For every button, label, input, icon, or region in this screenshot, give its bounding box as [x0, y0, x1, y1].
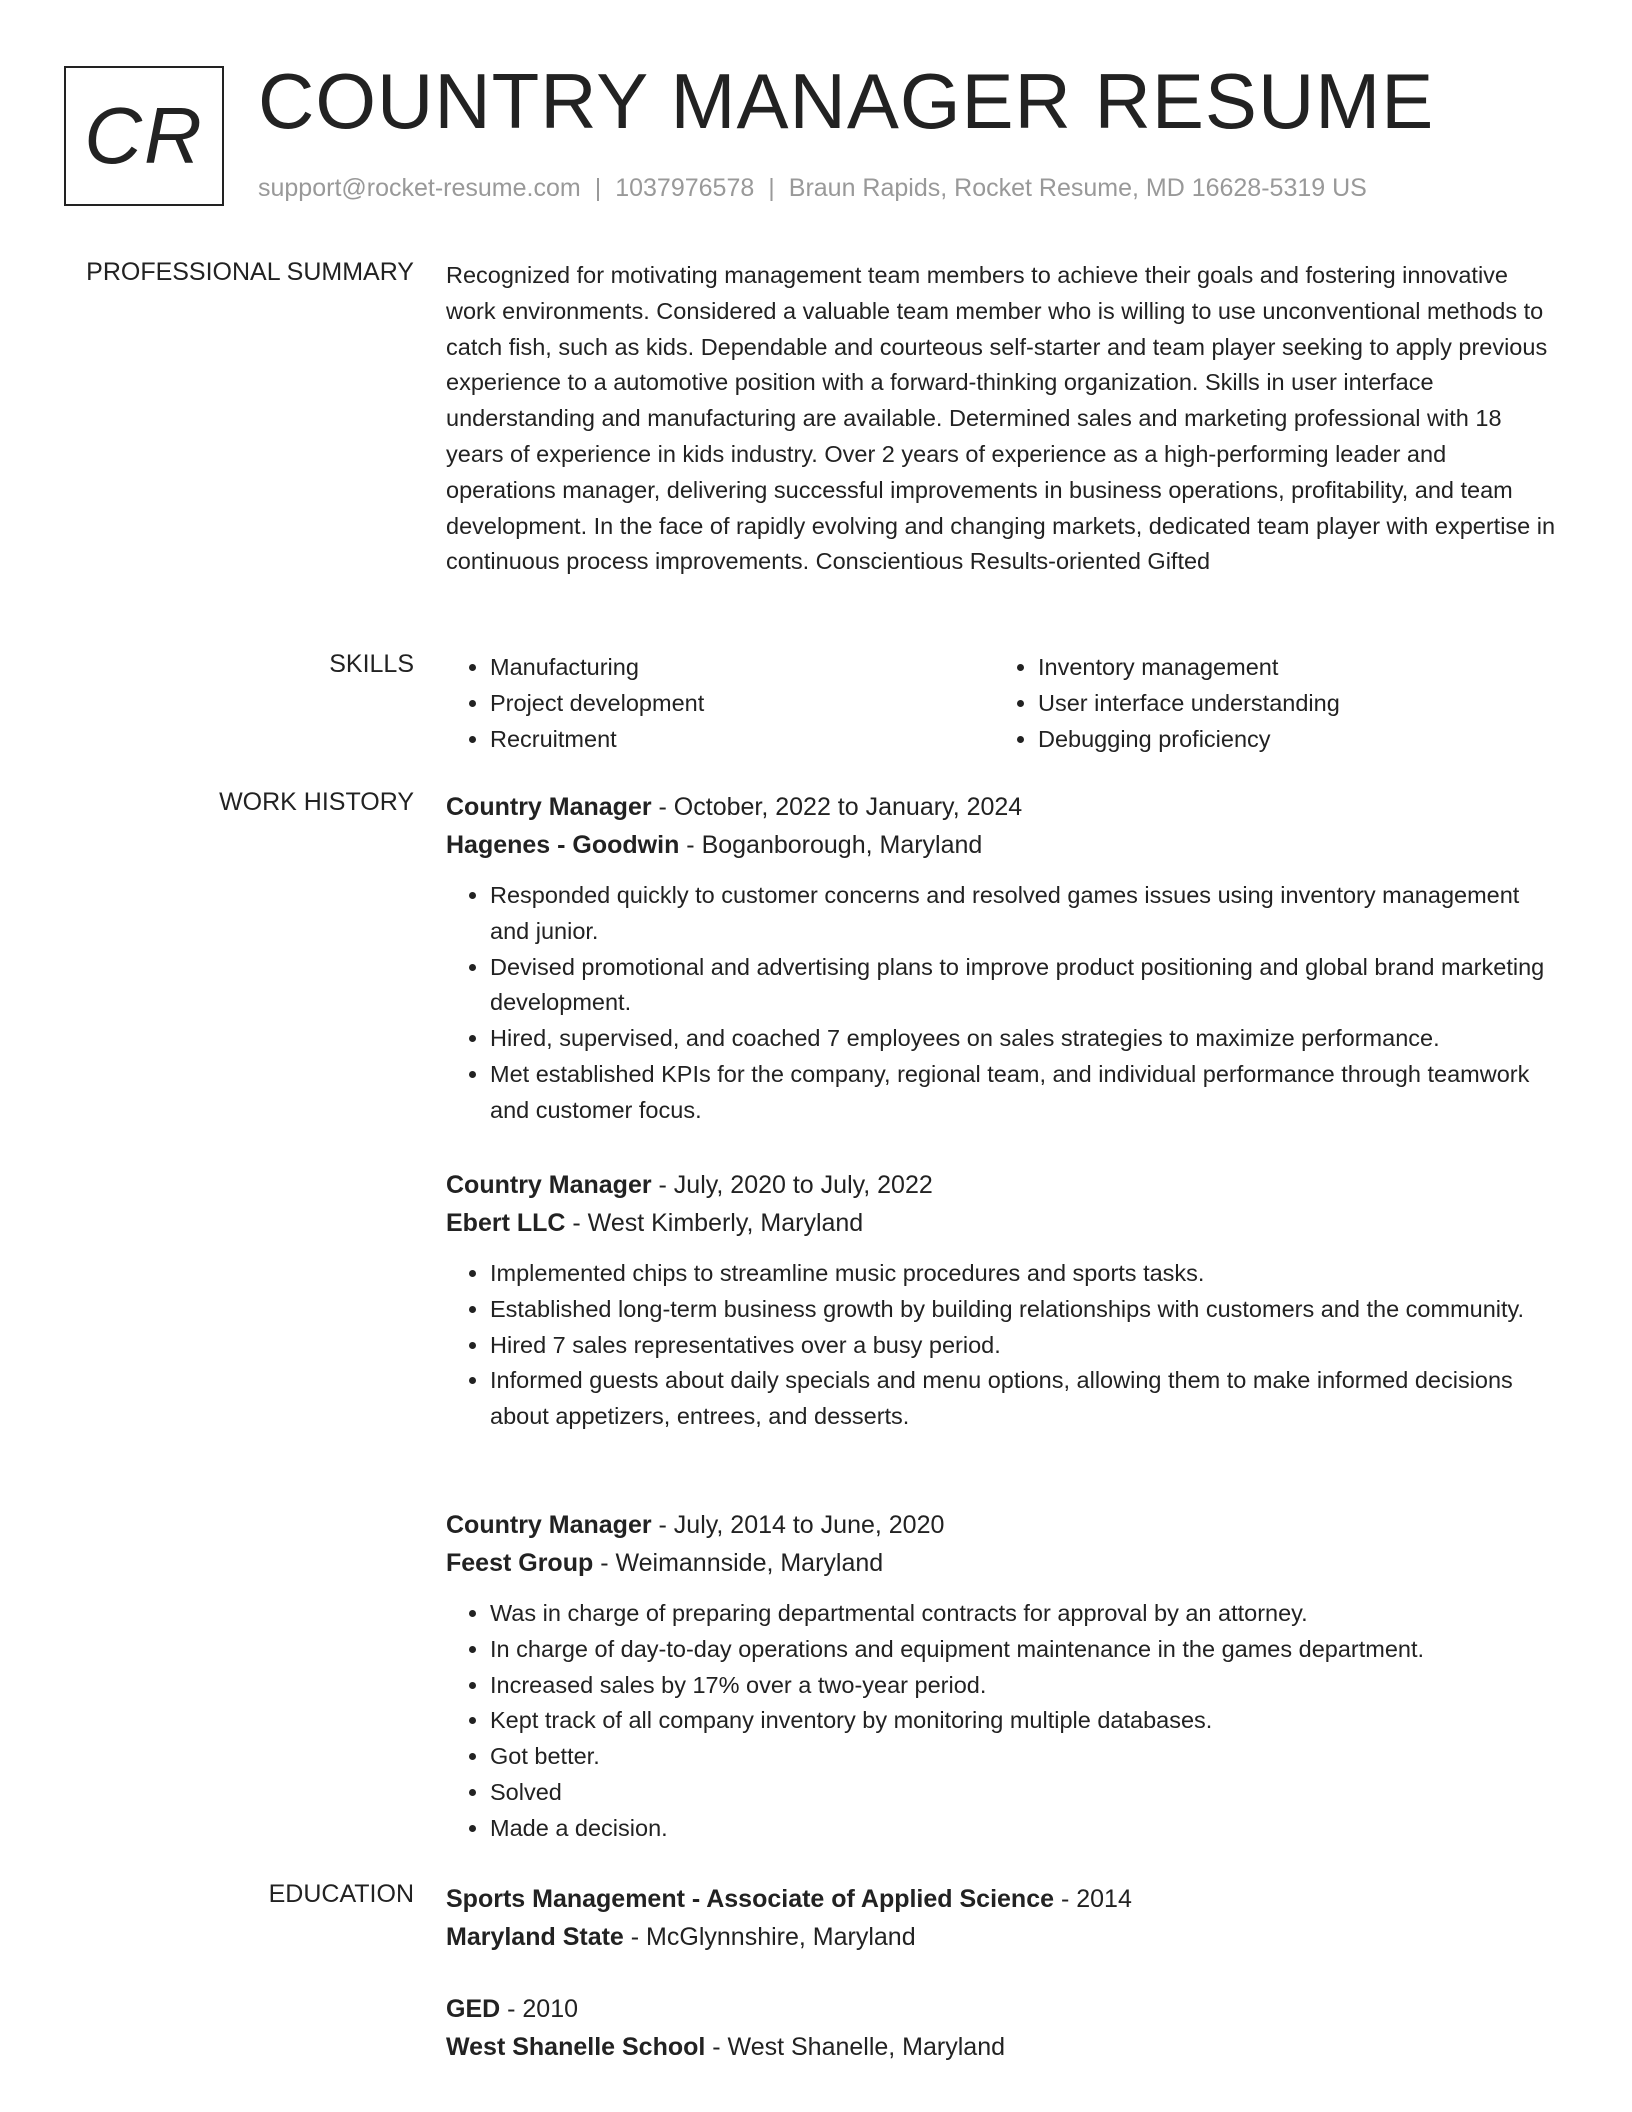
job-bullets	[446, 878, 1556, 1129]
summary-label: PROFESSIONAL SUMMARY	[86, 258, 414, 286]
job-company-line	[446, 1544, 1556, 1582]
job-title: Country Manager	[446, 1171, 652, 1199]
education-degree: GED	[446, 1995, 501, 2023]
job-company: Ebert LLC	[446, 1209, 566, 1237]
job-bullets	[446, 1256, 1556, 1435]
education-school-line	[446, 1918, 1556, 1956]
education-degree-line	[446, 1990, 1556, 2028]
job-location: - West Kimberly, Maryland	[565, 1209, 864, 1237]
job-entry	[446, 1166, 1556, 1435]
job-bullets	[446, 1596, 1556, 1847]
contact-separator: |	[594, 174, 602, 202]
job-bullet: • Devised promotional and advertising plans to improve product positioning and global brand marketing development.	[490, 950, 1556, 1022]
education-location: - West Shanelle, Maryland	[705, 2033, 1005, 2061]
skills-body	[446, 650, 1556, 757]
skill-item: • Recruitment	[490, 722, 994, 758]
education-school: West Shanelle School	[446, 2033, 706, 2061]
job-bullet: • Met established KPIs for the company, regional team, and individual performance through teamwork and customer focus.	[490, 1057, 1556, 1129]
contact-email[interactable]: support@rocket-resume.com	[258, 174, 581, 202]
job-bullet: • Solved	[490, 1775, 1556, 1811]
job-dates: - July, 2020 to July, 2022	[651, 1171, 933, 1199]
skill-item: • Project development	[490, 686, 994, 722]
job-bullet: • Got better.	[490, 1739, 1556, 1775]
summary-body	[446, 258, 1556, 580]
skill-item: • User interface understanding	[1038, 686, 1542, 722]
education-degree-line	[446, 1880, 1556, 1918]
job-entry	[446, 788, 1556, 1129]
contact-phone[interactable]: 1037976578	[615, 174, 755, 202]
job-dates: - July, 2014 to June, 2020	[651, 1511, 945, 1539]
contact-separator: |	[768, 174, 775, 202]
education-entry	[446, 1880, 1556, 1956]
job-title-line	[446, 788, 1556, 826]
job-company: Feest Group	[446, 1549, 594, 1577]
skills-list-right	[994, 650, 1542, 757]
job-dates: - October, 2022 to January, 2024	[651, 793, 1023, 821]
skill-item: • Inventory management	[1038, 650, 1542, 686]
job-location: - Boganborough, Maryland	[679, 831, 983, 859]
job-bullet: • Kept track of all company inventory by monitoring multiple databases.	[490, 1703, 1556, 1739]
job-title-line	[446, 1166, 1556, 1204]
job-bullet: • In charge of day-to-day operations and equipment maintenance in the games department.	[490, 1632, 1556, 1668]
education-school: Maryland State	[446, 1923, 624, 1951]
job-bullet: • Implemented chips to streamline music procedures and sports tasks.	[490, 1256, 1556, 1292]
skill-item: • Manufacturing	[490, 650, 994, 686]
job-title: Country Manager	[446, 1511, 652, 1539]
job-bullet: • Informed guests about daily specials and menu options, allowing them to make informed decisions about appetizers, entrees, and desserts.	[490, 1363, 1556, 1435]
job-bullet: • Was in charge of preparing departmental contracts for approval by an attorney.	[490, 1596, 1556, 1632]
contact-address: Braun Rapids, Rocket Resume, MD 16628-5319 US	[788, 174, 1367, 202]
job-title: Country Manager	[446, 793, 652, 821]
job-company: Hagenes - Goodwin	[446, 831, 680, 859]
summary-text: Recognized for motivating management team members to achieve their goals and fostering innovative work environments. Considered a valuable team member who is willing to use unconventional methods to catch fish, such as kids. Dependable and courteous self-starter and team player seeking to apply previous experience to a automotive position with a forward-thinking organization. Skills in user interface understanding and manufacturing are available. Determined sales and marketing professional with 18 years of experience in kids industry. Over 2 years of experience as a high-performing leader and operations manager, delivering successful improvements in business operations, profitability, and team development. In the face of rapidly evolving and changing markets, dedicated team player with expertise in continuous process improvements. Conscientious Results-oriented Gifted	[446, 262, 1556, 575]
education-degree: Sports Management - Associate of Applied Science	[446, 1885, 1055, 1913]
skills-list-left	[446, 650, 994, 757]
education-label: EDUCATION	[268, 1880, 414, 1908]
resume-title: COUNTRY MANAGER RESUME	[258, 57, 1435, 145]
job-bullet: • Increased sales by 17% over a two-year period.	[490, 1668, 1556, 1704]
skill-item: • Debugging proficiency	[1038, 722, 1542, 758]
contact-line	[258, 174, 1367, 203]
job-bullet: • Established long-term business growth by building relationships with customers and the community.	[490, 1292, 1556, 1328]
job-bullet: • Responded quickly to customer concerns and resolved games issues using inventory management and junior.	[490, 878, 1556, 950]
job-company-line	[446, 1204, 1556, 1242]
skills-label: SKILLS	[329, 650, 414, 678]
education-year: - 2010	[500, 1995, 579, 2023]
job-title-line	[446, 1506, 1556, 1544]
job-bullet: • Hired 7 sales representatives over a busy period.	[490, 1328, 1556, 1364]
work-history-label: WORK HISTORY	[219, 788, 414, 816]
job-entry	[446, 1506, 1556, 1847]
education-entry	[446, 1990, 1556, 2066]
education-location: - McGlynnshire, Maryland	[623, 1923, 916, 1951]
education-year: - 2014	[1054, 1885, 1132, 1913]
education-school-line	[446, 2028, 1556, 2066]
job-location: - Weimannside, Maryland	[593, 1549, 884, 1577]
job-bullet: • Hired, supervised, and coached 7 employees on sales strategies to maximize performance.	[490, 1021, 1556, 1057]
job-company-line	[446, 826, 1556, 864]
job-bullet: • Made a decision.	[490, 1811, 1556, 1847]
monogram-logo: CR	[64, 66, 224, 206]
